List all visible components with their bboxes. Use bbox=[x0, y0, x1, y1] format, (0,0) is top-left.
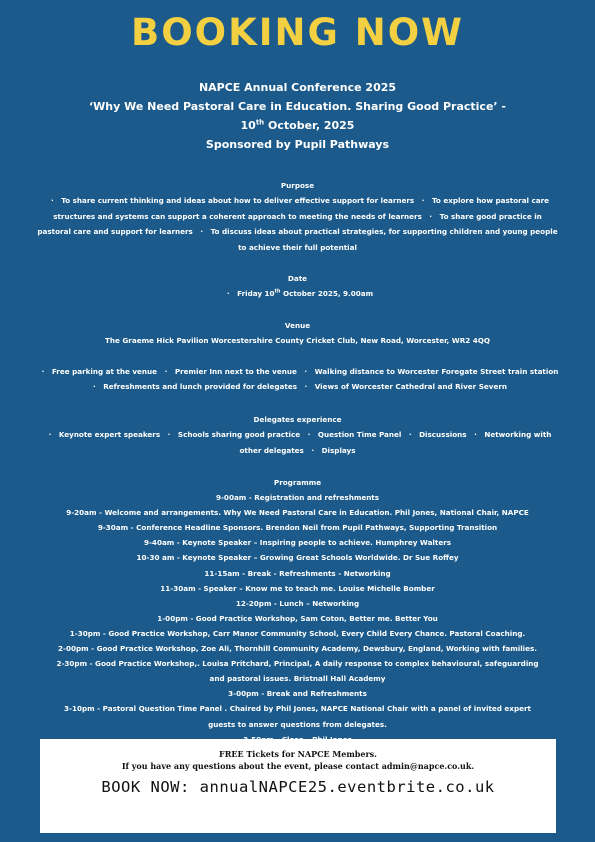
programme-item: 9-30am - Conference Headline Sponsors. Brendon Neil from Pupil Pathways, Supporting Transition bbox=[97, 523, 498, 533]
delegates-item: Networking with other delegates bbox=[239, 430, 552, 455]
bullet-icon: · bbox=[474, 430, 477, 440]
delegates-section bbox=[36, 412, 559, 458]
free-tickets-note: FREE Tickets for NAPCE Members. bbox=[219, 749, 377, 759]
venue-section bbox=[36, 318, 559, 395]
bullet-icon: · bbox=[307, 430, 311, 440]
bullet-icon: · bbox=[226, 289, 230, 299]
delegates-item: Displays bbox=[321, 445, 356, 455]
venue-feature: Premier Inn next to the venue bbox=[174, 366, 297, 376]
programme-item: 9-40am - Keynote Speaker – Inspiring people to achieve. Humphrey Walters bbox=[143, 538, 452, 548]
bullet-icon: · bbox=[408, 430, 412, 440]
programme-item: 2-00pm - Good Practice Workshop, Zoe Ali, Thornhill Community Academy, Dewsbury, England, Working with families. bbox=[57, 644, 538, 654]
venue-title: Venue bbox=[284, 321, 311, 330]
programme-item: 9-00am - Registration and refreshments bbox=[215, 493, 380, 503]
bullet-icon: · bbox=[164, 366, 168, 376]
purpose-item: To share current thinking and ideas about how to deliver effective support for learners bbox=[61, 196, 415, 206]
bullet-icon: · bbox=[304, 382, 308, 392]
date-title: Date bbox=[287, 274, 308, 283]
bullet-icon: · bbox=[92, 382, 96, 392]
footer-box bbox=[40, 739, 556, 833]
bullet-icon: · bbox=[50, 196, 54, 206]
date-section bbox=[36, 271, 559, 302]
programme-item: 9-20am - Welcome and arrangements. Why We Need Pastoral Care in Education. Phil Jones, National Chair, NAPCE bbox=[66, 508, 529, 518]
purpose-item: To share good practice in pastoral care and support for learners bbox=[37, 211, 542, 237]
programme-item: 1-00pm - Good Practice Workshop, Sam Coton, Better me. Better You bbox=[157, 613, 438, 623]
programme-item: 1-30pm - Good Practice Workshop, Carr Manor Community School, Every Child Every Chance. Pastoral Coaching. bbox=[69, 628, 526, 638]
delegates-item: Keynote expert speakers bbox=[58, 430, 161, 440]
programme-item: 2-30pm - Good Practice Workshop,. Louisa Pritchard, Principal, A daily response to complex behavioural, safeguarding bbox=[56, 659, 539, 669]
programme-section bbox=[36, 475, 559, 747]
bullet-icon: · bbox=[41, 366, 45, 376]
programme-item: and pastoral issues. Bristnall Hall Academy bbox=[209, 674, 386, 684]
date-value bbox=[237, 289, 373, 298]
conference-theme: ‘Why We Need Pastoral Care in Education. Sharing Good Practice’ - bbox=[88, 100, 506, 113]
purpose-item: To explore how pastoral care structures and systems can support a coherent approach to meeting the needs of learners bbox=[53, 196, 550, 221]
spacer bbox=[36, 349, 559, 364]
conference-date bbox=[0, 116, 595, 135]
conference-date-suffix: th bbox=[255, 118, 265, 127]
book-now-link[interactable]: BOOK NOW: annualNAPCE25.eventbrite.co.uk bbox=[101, 778, 495, 796]
bullet-icon: · bbox=[200, 227, 204, 237]
delegates-title: Delegates experience bbox=[253, 415, 342, 424]
conference-sponsor: Sponsored by Pupil Pathways bbox=[205, 138, 390, 151]
programme-item: 3-10pm - Pastoral Question Time Panel . Chaired by Phil Jones, NAPCE National Chair with a panel of invited expert bbox=[64, 704, 531, 714]
bullet-icon: · bbox=[304, 366, 308, 376]
bullet-icon: · bbox=[311, 445, 315, 455]
delegates-item: Question Time Panel bbox=[317, 430, 402, 440]
conference-name: NAPCE Annual Conference 2025 bbox=[198, 81, 397, 94]
programme-item: guests to answer questions from delegates. bbox=[208, 719, 387, 729]
venue-feature: Walking distance to Worcester Foregate Street train station bbox=[314, 366, 559, 376]
programme-item: 11-15am - Break - Refreshments - Networking bbox=[204, 568, 391, 578]
bullet-icon: · bbox=[429, 211, 433, 221]
date-suffix: th bbox=[274, 289, 281, 296]
purpose-item: To discuss ideas about practical strategies, for supporting children and young people to achieve their full potential bbox=[210, 227, 558, 252]
programme-item: 11-30am - Speaker – Know me to teach me. Louise Michelle Bomber bbox=[160, 583, 435, 593]
programme-item: 3-00pm - Break and Refreshments bbox=[228, 689, 367, 699]
programme-title: Programme bbox=[273, 478, 322, 487]
programme-item: 10-30 am - Keynote Speaker – Growing Great Schools Worldwide. Dr Sue Roffey bbox=[136, 553, 459, 563]
delegates-item: Discussions bbox=[419, 430, 467, 440]
conference-intro bbox=[0, 78, 595, 154]
booking-now-headline: BOOKING NOW bbox=[131, 11, 464, 54]
venue-feature: Refreshments and lunch provided for delegates bbox=[103, 382, 297, 392]
bullet-icon: · bbox=[421, 196, 425, 206]
venue-feature: Views of Worcester Cathedral and River Severn bbox=[314, 382, 507, 392]
programme-item: 12-20pm - Lunch – Networking bbox=[235, 598, 360, 608]
purpose-section bbox=[36, 178, 559, 255]
contact-note: If you have any questions about the event, please contact admin@napce.co.uk. bbox=[121, 760, 475, 771]
conference-date-rest: October, 2025 bbox=[264, 119, 355, 132]
bullet-icon: · bbox=[167, 430, 171, 440]
date-post: October 2025, 9.00am bbox=[280, 289, 374, 299]
conference-date-day: 10 bbox=[240, 119, 256, 132]
date-pre: Friday 10 bbox=[237, 289, 275, 299]
venue-address: The Graeme Hick Pavilion Worcestershire County Cricket Club, New Road, Worcester, WR2 4QQ bbox=[105, 336, 490, 346]
purpose-title: Purpose bbox=[280, 181, 315, 190]
bullet-icon: · bbox=[48, 430, 52, 440]
venue-feature: Free parking at the venue bbox=[51, 366, 158, 376]
delegates-item: Schools sharing good practice bbox=[177, 430, 301, 440]
